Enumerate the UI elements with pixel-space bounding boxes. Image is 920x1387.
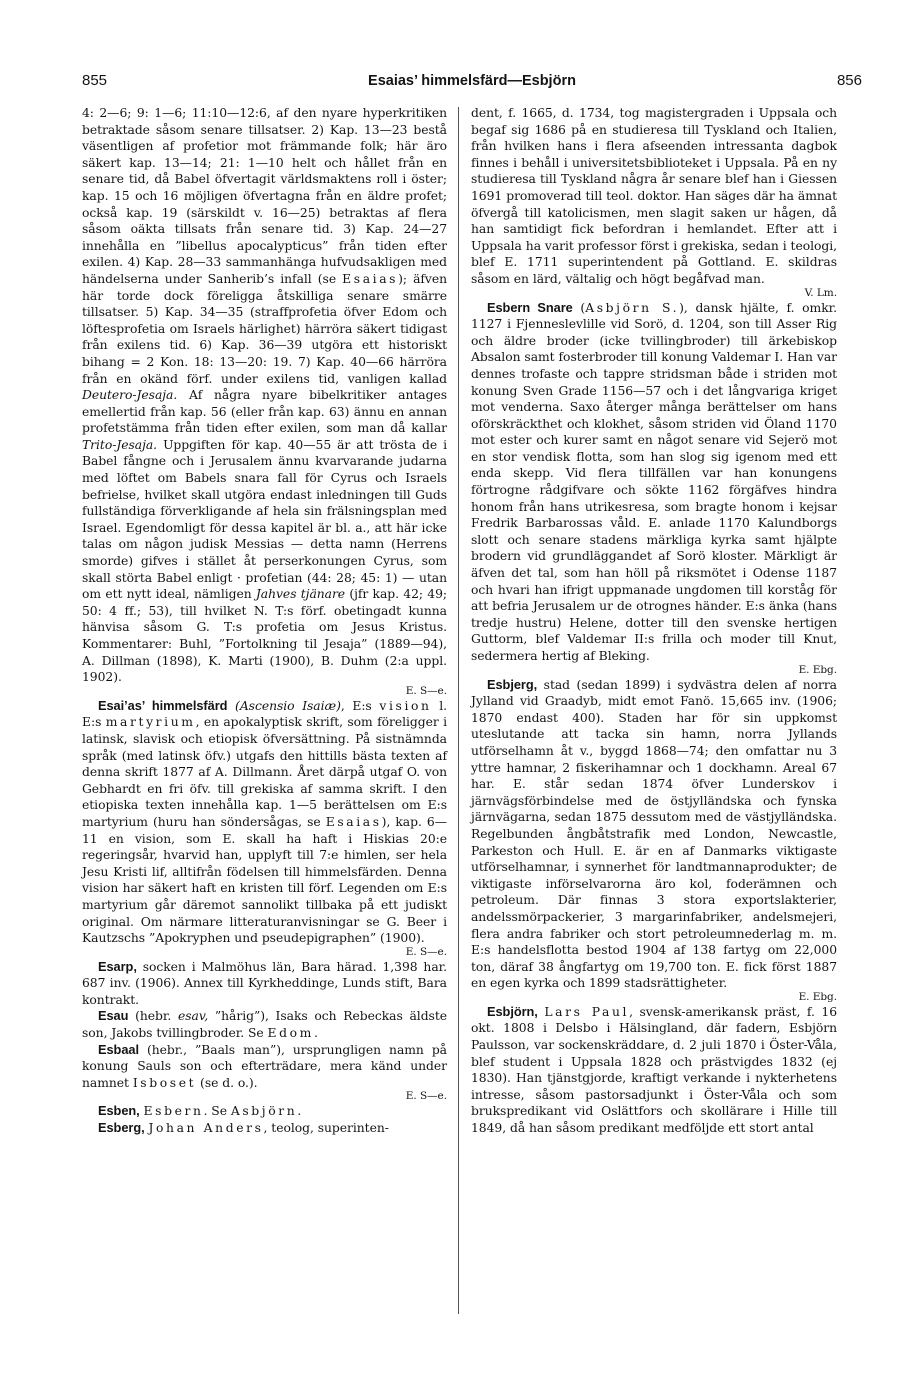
entry-esberg: Esberg, Johan Anders, teolog, superinten- [98,1120,389,1136]
headword: Esbjörn, [487,1003,538,1019]
headword: Esai’as’ himmelsfärd [98,697,228,713]
author-signature: E. S—e. [405,1090,447,1103]
headword: Esbern Snare [487,299,573,315]
page-number-left: 855 [82,72,108,89]
left-column [82,105,447,1137]
page-header [82,68,862,94]
headword: Esberg, [98,1120,145,1136]
page-number-right: 856 [836,72,862,89]
entry-esbern-snare: Esbern Snare (Asbjörn S.), dansk hjälte, f. omkr. 1127 i Fjenneslevlille vid Sorö, d. 1204, son till Asser Rig och äldre broder (icke tvillingbroder) till ärkebiskop Absalon samt fosterbroder till konung Valdemar I. Han var dennes trofaste och tappre stridsman både i striden mot konung Sven Grade 1156—57 och i det långvariga kriget mot venderna. Saxo återger många berättelser om hans oförskräckthet och klokhet, såsom striden vid Öland 1170 mot ester och kurer samt en något senare vid Sejerö mot en stor vendisk flotta, som han slog sig igenom med ett enda skepp. Vid flera tillfällen var han konungens förtrogne rådgifvare och sökte 1162 förgäfves hindra honom från hans utrikesresa, som bragte honom i kejsar Fredrik Barbarossas våld. E. anlade 1170 Kalundborgs slott och senare stadens märkliga kyrka samt hjälpte brodern vid grundläggandet af Sorö kloster. Märkligt är äfven det tal, som han höll på riksmötet i Odense 1187 och hvari han ifrigt uppmanade ungdomen till korståg för att befria Jerusalem ur de otrognes händer. E:s änka (hans tredje hustru) Helene, dotter till den svenske hertigen Guttorm, blef Valdemar II:s frilla och moder till Knut, sedermera hertig af Bleking. E. Ebg. [471,299,837,676]
author-signature: E. S—e. [405,945,447,958]
headword: Esau [98,1008,129,1024]
entry-esau: Esau (hebr. esav, ”hårig”), Isaks och Rebeckas äldste son, Jakobs tvillingbroder. Se Edom. [82,1008,447,1041]
entry-esbaal: Esbaal (hebr., ”Baals man”), ursprungligen namn på konung Sauls son och efterträdare, mera känd under namnet Isboset (se d. o.). E. S—e. [82,1041,447,1103]
headword: Esben, [98,1103,140,1119]
author-signature: E. Ebg. [798,990,837,1003]
author-signature: E. S—e. [405,684,447,697]
headword: Esbaal [98,1041,139,1057]
headword: Esarp, [98,958,137,974]
right-column [471,105,837,1137]
entry-esaias-himmelsfard: Esai’as’ himmelsfärd (Ascensio Isaiæ), E:s vision l. E:s martyrium, en apokalyptisk skrift, som föreligger i latinsk, slavisk och etiopisk öfversättning. På sistnämnda språk (med latinsk öfv.) utgafs den hittills bästa texten af denna skrift 1877 af A. Dillmann. Året därpå utgaf O. von Gebhardt en fri öfv. till grekiska af samma skrift. I den etiopiska texten innehålla kap. 1—5 berättelsen om E:s martyrium (huru han söndersågas, se Esaias), kap. 6—11 en vision, som E. skall ha haft i Hiskias 20:e regeringsår, hvarvid han, upplyft till 7:e himlen, ser hela Jesu Kristi lif, alltifrån födelsen till himmelsfärden. Denna vision har säkert haft en kristen till förf. Legenden om E:s martyrium går däremot sannolikt tillbaka på ett judiskt original. Om närmare litteraturanvisningar se G. Beer i Kautzschs ”Apokryphen und pseudepigraphen” (1900). E. S—e. [82,697,448,958]
author-signature: E. Ebg. [798,663,837,676]
running-title: Esaias’ himmelsfärd—Esbjörn [368,73,576,89]
entry-esbjerg: Esbjerg, stad (sedan 1899) i sydvästra delen af norra Jylland vid Graadyb, midt emot Fanö. 15,665 inv. (1906; 1870 endast 400). Staden har för sin uppkomst uteslutande att tacka sin hamn, norra Jyllands utförselhamn åt v., byggd 1868—74; den omfattar nu 3 yttre hamnar, 2 fiskerihamnar och 1 dockhamn. Areal 67 har. E. står sedan 1874 öfver Lunderskov i järnvägsförbindelse med de östjylländska och fynska järnvägarna, sedan 1875 dessutom med de västjylländska. Regelbunden ångbåtstrafik med London, Newcastle, Parkeston och Hull. E. är en af Danmarks viktigaste utförselhamnar, i synnerhet för landtmannaprodukter; de viktigaste införselvarorna äro kol, foderämnen och petroleum. Där finnas 3 stora exportslakterier, andelssmörpackerier, 3 margarinfabriker, andelsmejeri, flera andra fabriker och stort petroleumnederlag m. m. E:s handelsflotta bestod 1904 af 138 fartyg om 22,000 ton, däraf 38 ångfartyg om 19,700 ton. E. fick först 1887 en egen kyrka och 1899 stadsrättigheter. E. Ebg. [471,676,837,1003]
entry-esben: Esben, Esbern. Se Asbjörn. [98,1103,302,1119]
entry-esbjorn: Esbjörn, Lars Paul, svensk-amerikansk präst, f. 16 okt. 1808 i Delsbo i Hälsingland, där fadern, Esbjörn Paulsson, var sockenskräddare, d. 2 juli 1870 i Öster-Våla, blef student i Uppsala 1828 och prästvigdes 1832 (ej 1830). Han tjänstgjorde, kraftigt verkande i nykterhetens intresse, såsom pastorsadjunkt i Öster-Våla och som brukspredikant vid Oslättfors och skollärare i Hille till 1849, då han såsom predikant medföljde ett stort antal [471,1003,838,1136]
author-signature: V. Lm. [804,286,837,299]
entry-esarp: Esarp, socken i Malmöhus län, Bara härad. 1,398 har. 687 inv. (1906). Annex till Kyrkheddinge, Lunds stift, Bara kontrakt. [82,958,448,1007]
entry-esaias-continued: 4: 2—6; 9: 1—6; 11:10—12:6, af den nyare hyperkritiken betraktade såsom senare tillsatser. 2) Kap. 13—23 bestå väsentligen af profetior mot främmande folk; här äro säkert kap. 13—14; 21: 1—10 helt och hållet från en senare tid, då Babel öfvertagit världsmaktens roll i öster; kap. 15 och 16 möjligen öfvertagna från en äldre profet; också kap. 19 (särskildt v. 16—25) betraktas af flera såsom oäkta tillsats från senare tid. 3) Kap. 24—27 innehålla en ”libellus apocalypticus” från tiden efter exilen. 4) Kap. 28—33 sammanhänga hufvudsakligen med händelserna under Sanherib’s infall (se Esaias); äfven här torde dock föreligga åtskilliga senare smärre tillsatser. 5) Kap. 34—35 (straffprofetia öfver Edom och löftesprofetia om Israels härlighet) härröra säkert tidigast från exilens tid. 6) Kap. 36—39 utgöra ett historiskt bihang = 2 Kon. 18: 13—20: 19. 7) Kap. 40—66 härröra från en okänd förf. under exilens tid, vanligen kallad Deutero-Jesaja. Af några nyare bibelkritiker antages emellertid från kap. 56 (eller från kap. 63) ännu en annan profetstämma från tiden efter exilen, som man då kallar Trito-Jesaja. Uppgiften för kap. 40—55 är att trösta de i Babel fångne och i Jerusalem ännu kvarvarande judarna med löftet om Babels snara fall för Cyrus och Israels befrielse, hvilket skall utgöra endast inledningen till Guds fullständiga förverkligande af hela sin frälsningsplan med Israel. Egendomligt för dessa kapitel är bl. a., att här icke talas om någon judisk Messias — detta namn (Herrens smorde) gifves i stället åt perserkonungen Cyrus, som skall störta Babel enligt · profetian (44: 28; 45: 1) — utan om ett nytt ideal, nämligen Jahves tjänare (jfr kap. 42; 49; 50: 4 ff.; 53), till hvilket N. T:s förf. obetingadt kunna hänvisa såsom G. T:s profetia om Jesus Kristus. Kommentarer: Buhl, ”Fortolkning til Jesaja” (1889—94), A. Dillman (1898), K. Marti (1900), B. Duhm (2:a uppl. 1902). E. S—e. [82,106,448,697]
headword: Esbjerg, [487,676,538,692]
entry-esberg-continued: dent, f. 1665, d. 1734, tog magistergraden i Uppsala och begaf sig 1686 på en studieresa till Tyskland och Italien, från hvilken hans i flera afseenden intressanta dagbok finnes i behåll i universitetsbiblioteket i Uppsala. På en ny studieresa till Tyskland några år senare blef han i Giessen 1691 promoverad till teol. doktor. Han säges där ha ämnat öfvergå till katolicismen, men slagit saken ur hågen, då han samtidigt fick befordran i hemlandet. Efter att i Uppsala ha varit professor först i grekiska, sedan i teologi, blef E. 1711 superintendent på Gottland. E. skildras såsom en lärd, vältalig och högt begåfvad man. V. Lm. [471,106,837,299]
column-divider [458,107,459,1314]
